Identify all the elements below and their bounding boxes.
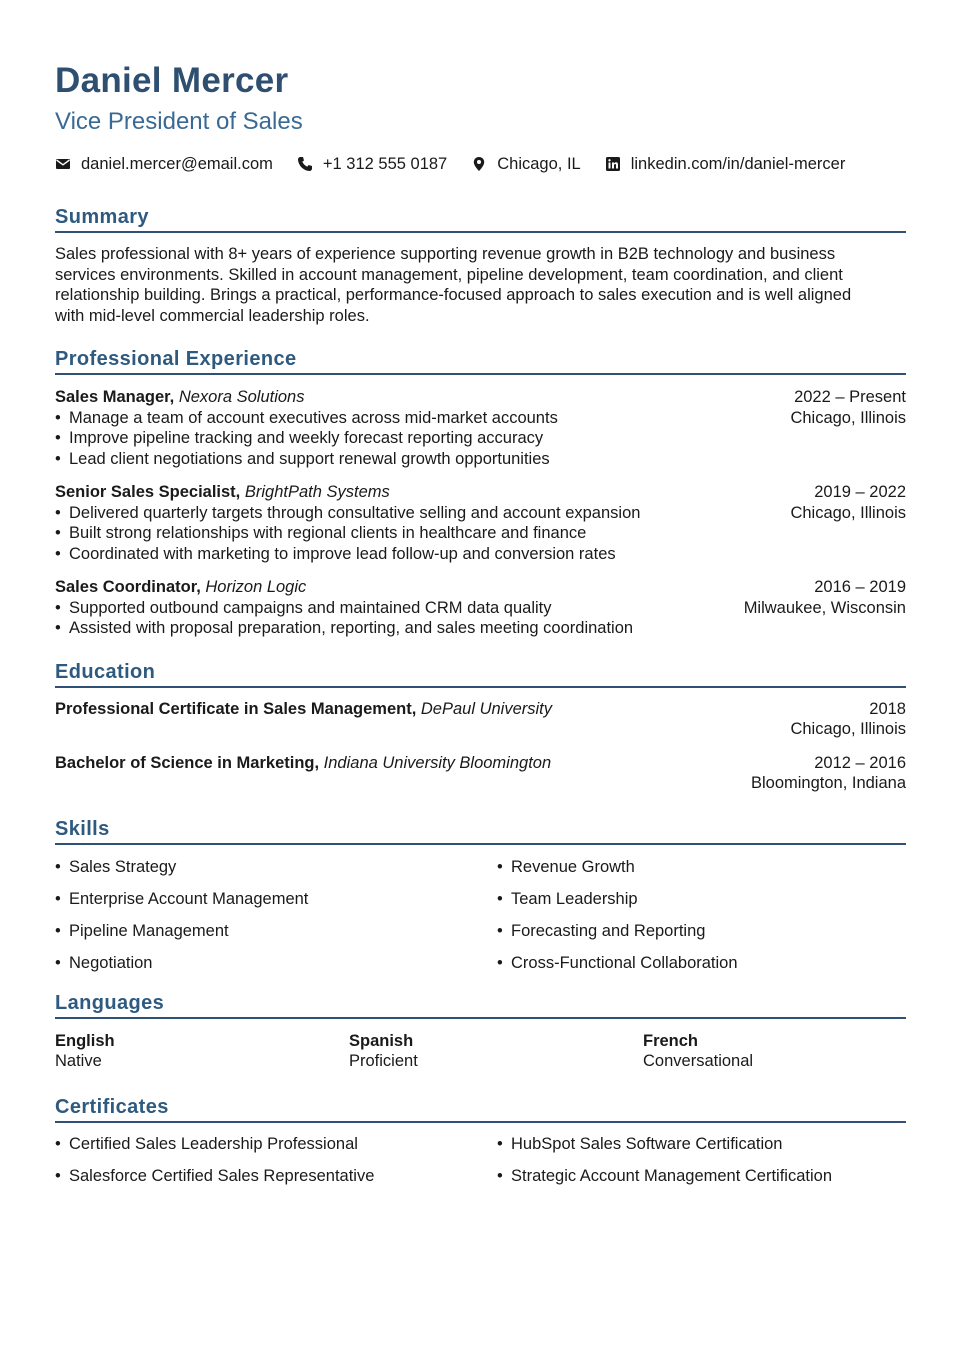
skill-item: • Revenue Growth <box>497 857 906 889</box>
job-role: Senior Sales Specialist, <box>55 483 241 501</box>
language-name: English <box>55 1031 115 1050</box>
education-entry <box>55 699 906 740</box>
skill-item: • Sales Strategy <box>55 857 497 889</box>
skill-item: • Negotiation <box>55 953 497 985</box>
education-location: Chicago, Illinois <box>790 720 906 738</box>
education-entry <box>55 753 906 794</box>
education-school: DePaul University <box>420 699 553 718</box>
contact-location <box>471 155 580 174</box>
job-title-line <box>55 387 790 408</box>
skills-heading: Skills <box>55 816 906 845</box>
skill-item: • Team Leadership <box>497 889 906 921</box>
job-location: Milwaukee, Wisconsin <box>743 598 906 617</box>
job-bullet: • Supported outbound campaigns and maintained CRM data quality <box>55 598 744 619</box>
education-title-line <box>55 753 551 794</box>
summary-text: Sales professional with 8+ years of experience supporting revenue growth in B2B technology and business services environments. Skilled in account management, pipeline development, team coordination, and client relationship building. Brings a practical, performance-focused approach to sales execution and is well aligned with mid-level commercial leadership roles. <box>55 245 852 325</box>
email-text: daniel.mercer@email.com <box>81 154 273 173</box>
certificate-item: • Certified Sales Leadership Professional <box>55 1134 497 1166</box>
job-title-line <box>55 577 744 598</box>
job-company: BrightPath Systems <box>244 483 390 501</box>
resume-page <box>55 58 906 1198</box>
education-section <box>55 659 906 794</box>
skill-item: • Pipeline Management <box>55 921 497 953</box>
languages-heading: Languages <box>55 990 906 1019</box>
contact-email[interactable] <box>55 155 273 174</box>
language-level: Conversational <box>643 1052 754 1070</box>
skills-section <box>55 816 906 985</box>
skill-item: • Forecasting and Reporting <box>497 921 906 953</box>
language-level: Proficient <box>349 1052 418 1070</box>
certificate-item: • Strategic Account Management Certification <box>497 1166 906 1198</box>
location-text: Chicago, IL <box>497 154 581 173</box>
envelope-icon <box>55 156 71 172</box>
language-item <box>349 1031 643 1072</box>
education-degree: Bachelor of Science in Marketing, <box>55 753 320 772</box>
job-dates: 2016 – 2019 <box>814 578 906 596</box>
skill-item: • Cross-Functional Collaboration <box>497 953 906 985</box>
job-dates: 2019 – 2022 <box>814 483 906 501</box>
job-entry <box>55 387 906 469</box>
phone-text: +1 312 555 0187 <box>322 154 448 173</box>
languages-section <box>55 990 906 1072</box>
education-location: Bloomington, Indiana <box>750 774 906 792</box>
job-bullet: • Improve pipeline tracking and weekly forecast reporting accuracy <box>55 428 790 449</box>
education-degree: Professional Certificate in Sales Management, <box>55 699 417 718</box>
certificates-list <box>55 1134 906 1198</box>
job-bullet: • Coordinated with marketing to improve lead follow-up and conversion rates <box>55 544 790 565</box>
skill-item: • Enterprise Account Management <box>55 889 497 921</box>
experience-section <box>55 346 906 639</box>
phone-icon <box>297 156 313 172</box>
job-company: Horizon Logic <box>205 578 307 596</box>
job-entry <box>55 482 906 564</box>
certificate-item: • HubSpot Sales Software Certification <box>497 1134 906 1166</box>
language-item <box>55 1031 349 1072</box>
certificates-heading: Certificates <box>55 1094 906 1123</box>
language-level: Native <box>55 1052 102 1070</box>
contact-linkedin[interactable] <box>605 155 846 174</box>
job-bullet: • Delivered quarterly targets through consultative selling and account expansion <box>55 503 790 524</box>
skills-list <box>55 857 906 985</box>
language-name: French <box>643 1031 699 1050</box>
certificates-section <box>55 1094 906 1198</box>
summary-heading: Summary <box>55 204 906 233</box>
job-bullet: • Assisted with proposal preparation, reporting, and sales meeting coordination <box>55 618 744 639</box>
job-location: Chicago, Illinois <box>790 503 906 522</box>
job-role: Sales Coordinator, <box>55 578 201 596</box>
job-location: Chicago, Illinois <box>790 408 906 427</box>
language-item <box>643 1031 906 1072</box>
job-company: Nexora Solutions <box>178 388 305 406</box>
job-bullet: • Manage a team of account executives across mid-market accounts <box>55 408 790 429</box>
education-dates: 2018 <box>869 699 906 718</box>
job-bullet: • Built strong relationships with regional clients in healthcare and finance <box>55 523 790 544</box>
map-pin-icon <box>471 156 487 172</box>
linkedin-icon <box>605 156 621 172</box>
job-dates: 2022 – Present <box>794 388 906 406</box>
language-name: Spanish <box>349 1031 414 1050</box>
candidate-title: Vice President of Sales <box>55 108 303 135</box>
job-title-line <box>55 482 790 503</box>
job-role: Sales Manager, <box>55 388 175 406</box>
contact-phone[interactable] <box>297 155 447 174</box>
summary-section <box>55 204 906 326</box>
certificate-item: • Salesforce Certified Sales Representative <box>55 1166 497 1198</box>
job-bullet: • Lead client negotiations and support renewal growth opportunities <box>55 449 790 470</box>
linkedin-text: linkedin.com/in/daniel-mercer <box>630 154 846 173</box>
contact-bar <box>55 152 906 176</box>
education-school: Indiana University Bloomington <box>323 753 552 772</box>
experience-heading: Professional Experience <box>55 346 906 375</box>
education-dates: 2012 – 2016 <box>814 753 906 772</box>
job-entry <box>55 577 906 639</box>
languages-list <box>55 1031 906 1072</box>
education-heading: Education <box>55 659 906 688</box>
candidate-name: Daniel Mercer <box>55 61 289 100</box>
education-title-line <box>55 699 552 740</box>
